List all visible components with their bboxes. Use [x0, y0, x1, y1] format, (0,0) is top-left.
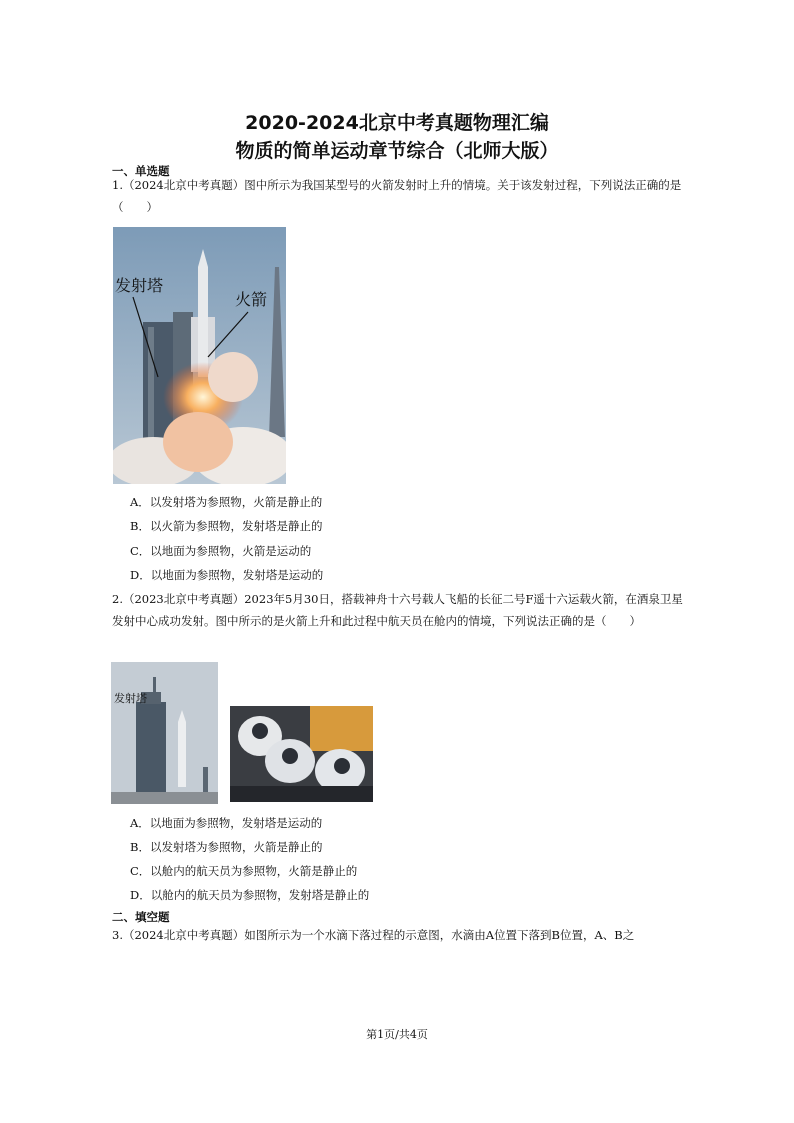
question-3-text: 3.（2024北京中考真题）如图所示为一个水滴下落过程的示意图，水滴由A位置下落到B位置，A、B之 — [112, 928, 635, 942]
q2-option-a: A．以地面为参照物，发射塔是运动的 — [130, 816, 323, 830]
question-1-text: 1.（2024北京中考真题）图中所示为我国某型号的火箭发射时上升的情境。关于该发射过程，下列说法正确的是（ ） — [112, 178, 682, 214]
q1-option-d: D．以地面为参照物，发射塔是运动的 — [130, 568, 324, 582]
rocket-launch-photo-1 — [113, 227, 286, 484]
label-tower-2: 发射塔 — [114, 692, 147, 705]
section-heading-single-choice: 一、单选题 — [112, 164, 170, 178]
q2-option-d: D．以舱内的航天员为参照物，发射塔是静止的 — [130, 888, 370, 902]
doc-subtitle: 物质的简单运动章节综合（北师大版） — [235, 140, 559, 162]
q1-option-b: B．以火箭为参照物，发射塔是静止的 — [130, 519, 323, 533]
question-2-text: 2.（2023北京中考真题）2023年5月30日，搭载神舟十六号载人飞船的长征二号F遥十六运载火箭，在酒泉卫星发射中心成功发射。图中所示的是火箭上升和此过程中航天员在舱内的情境，下列说法正确的是（ ） — [112, 592, 683, 628]
label-rocket: 火箭 — [235, 290, 268, 309]
section-heading-fill-blank: 二、填空题 — [112, 910, 170, 924]
q2-option-b: B．以发射塔为参照物，火箭是静止的 — [130, 840, 323, 854]
q2-option-c: C．以舱内的航天员为参照物，火箭是静止的 — [130, 864, 358, 878]
rocket-launch-photo-2 — [111, 662, 218, 804]
q1-option-c: C．以地面为参照物，火箭是运动的 — [130, 544, 312, 558]
page-footer: 第1页/共4页 — [366, 1028, 428, 1041]
doc-title: 2020-2024北京中考真题物理汇编 — [245, 112, 549, 134]
q1-option-a: A．以发射塔为参照物，火箭是静止的 — [130, 495, 323, 509]
astronauts-cabin-photo — [230, 706, 373, 802]
label-tower: 发射塔 — [115, 276, 164, 295]
